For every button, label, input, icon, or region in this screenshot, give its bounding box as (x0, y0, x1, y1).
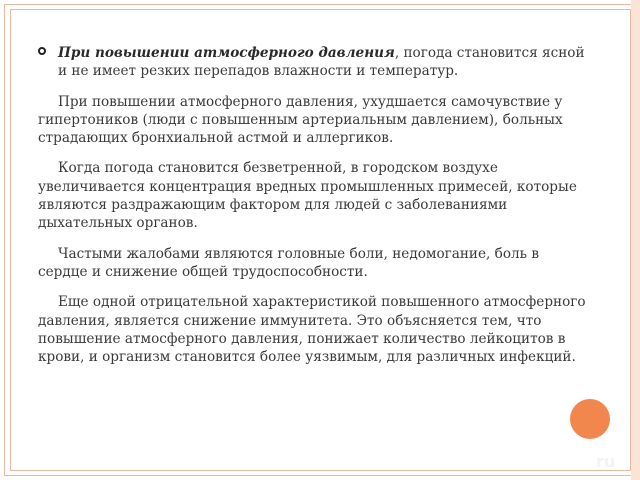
bullet-lead-text: При повышении атмосферного давления (58, 45, 395, 61)
slide-right-band (631, 0, 640, 480)
paragraph-1: При повышении атмосферного давления, ухудшается самочувствие у гипертоников (люди с повышенным артериальным давлением), больных страдающих бронхиальной астмой и аллергиков. (38, 93, 563, 147)
bullet-rest-text: , погода становится ясной и не имеет резких перепадов влажности и температур. (58, 45, 585, 80)
paragraph-4: Еще одной отрицательной характеристикой повышенного атмосферного давления, является снижение иммунитета. Это объясняется тем, что повышение атмосферного давления, понижает количество лейкоцитов в крови, и организм становится более уязвимым, для различных инфекций. (38, 294, 586, 366)
slide-content (38, 44, 588, 378)
paragraph-2: Когда погода становится безветренной, в городском воздухе увеличивается концентрация вредных промышленных примесей, которые являются раздражающим фактором для людей с заболеваниями дыхательных органов. (38, 160, 577, 232)
decorative-orange-circle (570, 399, 610, 439)
bullet-item (38, 44, 588, 81)
watermark-text: ru (596, 452, 616, 471)
bullet-circle-icon (38, 47, 46, 55)
paragraph-3: Частыми жалобами являются головные боли, недомогание, боль в сердце и снижение общей трудоспособности. (38, 245, 540, 280)
